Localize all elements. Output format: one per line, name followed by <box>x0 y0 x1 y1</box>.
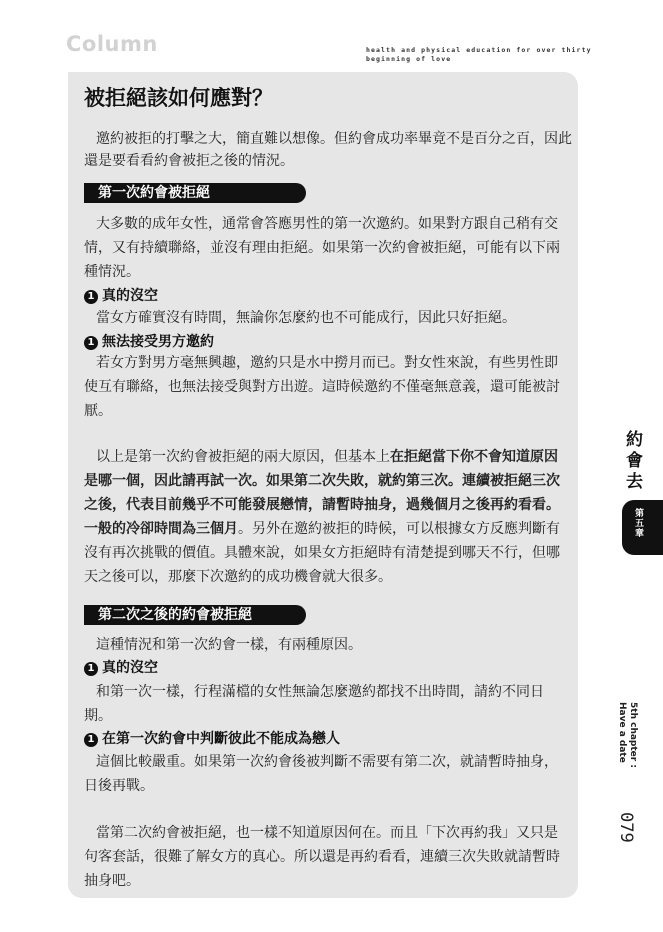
summary-line-1 <box>96 446 558 466</box>
chapter-english-label <box>616 702 638 768</box>
summary-line-3: 之後，代表目前幾乎不可能發展戀情，請暫時抽身，過幾個月之後再約看看。 <box>84 497 560 513</box>
page-number: 079 <box>616 812 636 843</box>
section1-para-line-1: 大多數的成年女性，通常會答應男性的第一次邀約。如果對方跟自己稍有交 <box>96 216 558 232</box>
summary-line-6: 天之後可以，那麼下次邀約的成功機會就大很多。 <box>84 569 392 585</box>
article-title: 被拒絕該如何應對？ <box>84 86 273 110</box>
section1-para-line-2: 情，又有持續聯絡，並沒有理由拒絕。如果第一次約會被拒絕，可能有以下兩 <box>84 240 560 256</box>
section1-reason-1-line-1: 當女方確實沒有時間，無論你怎麼約也不可能成行，因此只好拒絕。 <box>96 310 516 326</box>
reason-label: 真的沒空 <box>102 288 158 304</box>
summary-line-1-regular: 以上是第一次約會被拒絕的兩大原因，但基本上 <box>96 449 390 465</box>
section1-reason-2-line-3: 厭。 <box>84 403 112 419</box>
closing-line-3: 抽身吧。 <box>84 873 140 889</box>
summary-line-2: 是哪一個，因此請再試一次。如果第二次失敗，就約第三次。連續被拒絕三次 <box>84 473 560 489</box>
section1-reason-2-line-1: 若女方對男方毫無興趣，邀約只是水中撈月而已。對女性來說，有些男性即 <box>96 355 558 371</box>
intro-line-1: 邀約被拒的打擊之大，簡直難以想像。但約會成功率畢竟不是百分之百，因此 <box>96 131 572 147</box>
summary-line-4-regular: 。另外在邀約被拒的時候，可以根據女方反應判斷有 <box>238 521 560 537</box>
section1-para-line-3: 種情況。 <box>84 264 140 280</box>
section-heading-first-rejection: 第一次約會被拒絕 <box>84 183 306 203</box>
number-badge: 1 <box>84 662 98 676</box>
closing-line-2: 句客套話，很難了解女方的真心。所以還是再約看看，連續三次失敗就請暫時 <box>84 849 560 865</box>
chapter-english-line1: 5th chapter : <box>628 702 638 768</box>
summary-line-4-bold: 一般的冷卻時間為三個月 <box>84 521 238 537</box>
header-subtitle-line1: health and physical education for over thirty <box>366 46 592 54</box>
summary-line-5: 沒有再次挑戰的價值。具體來說，如果女方拒絕時有清楚提到哪天不行，但哪 <box>84 545 560 561</box>
chapter-tab-label: 第五章 <box>633 508 643 538</box>
summary-line-4 <box>84 518 560 538</box>
header-subtitle-line2: beginning of love <box>366 55 452 63</box>
chapter-english-line2: Have a date <box>617 702 627 763</box>
section2-reason-2-line-2: 日後再戰。 <box>84 778 154 794</box>
number-badge: 1 <box>84 336 98 350</box>
summary-line-1-bold: 在拒絕當下你不會知道原因 <box>390 449 558 465</box>
section2-reason-1-line-2: 期。 <box>84 708 112 724</box>
reason-label: 真的沒空 <box>102 660 158 676</box>
section1-reason-1-heading <box>84 285 158 305</box>
section1-reason-2-heading <box>84 331 214 351</box>
number-badge: 1 <box>84 290 98 304</box>
section2-reason-1-heading <box>84 657 158 677</box>
section2-reason-1-line-1: 和第一次一樣，行程滿檔的女性無論怎麼邀約都找不出時間，請約不同日 <box>96 684 544 700</box>
chapter-title-vertical: 約會去 <box>622 430 642 493</box>
intro-line-2: 還是要看看約會被拒之後的情況。 <box>84 153 294 169</box>
number-badge: 1 <box>84 733 98 747</box>
section2-reason-2-heading <box>84 728 340 748</box>
section2-para: 這種情況和第一次約會一樣，有兩種原因。 <box>96 637 362 653</box>
reason-label: 無法接受男方邀約 <box>102 334 214 350</box>
section-heading-second-rejection: 第二次之後的約會被拒絕 <box>84 605 306 625</box>
column-label: Column <box>66 32 158 56</box>
reason-label: 在第一次約會中判斷彼此不能成為戀人 <box>102 731 340 747</box>
section2-reason-2-line-1: 這個比較嚴重。如果第一次約會後被判斷不需要有第二次，就請暫時抽身， <box>96 754 558 770</box>
section1-reason-2-line-2: 使互有聯絡，也無法接受與對方出遊。這時候邀約不僅毫無意義，還可能被討 <box>84 379 560 395</box>
closing-line-1: 當第二次約會被拒絕，也一樣不知道原因何在。而且「下次再約我」又只是 <box>96 825 558 841</box>
header-subtitle <box>366 46 592 64</box>
